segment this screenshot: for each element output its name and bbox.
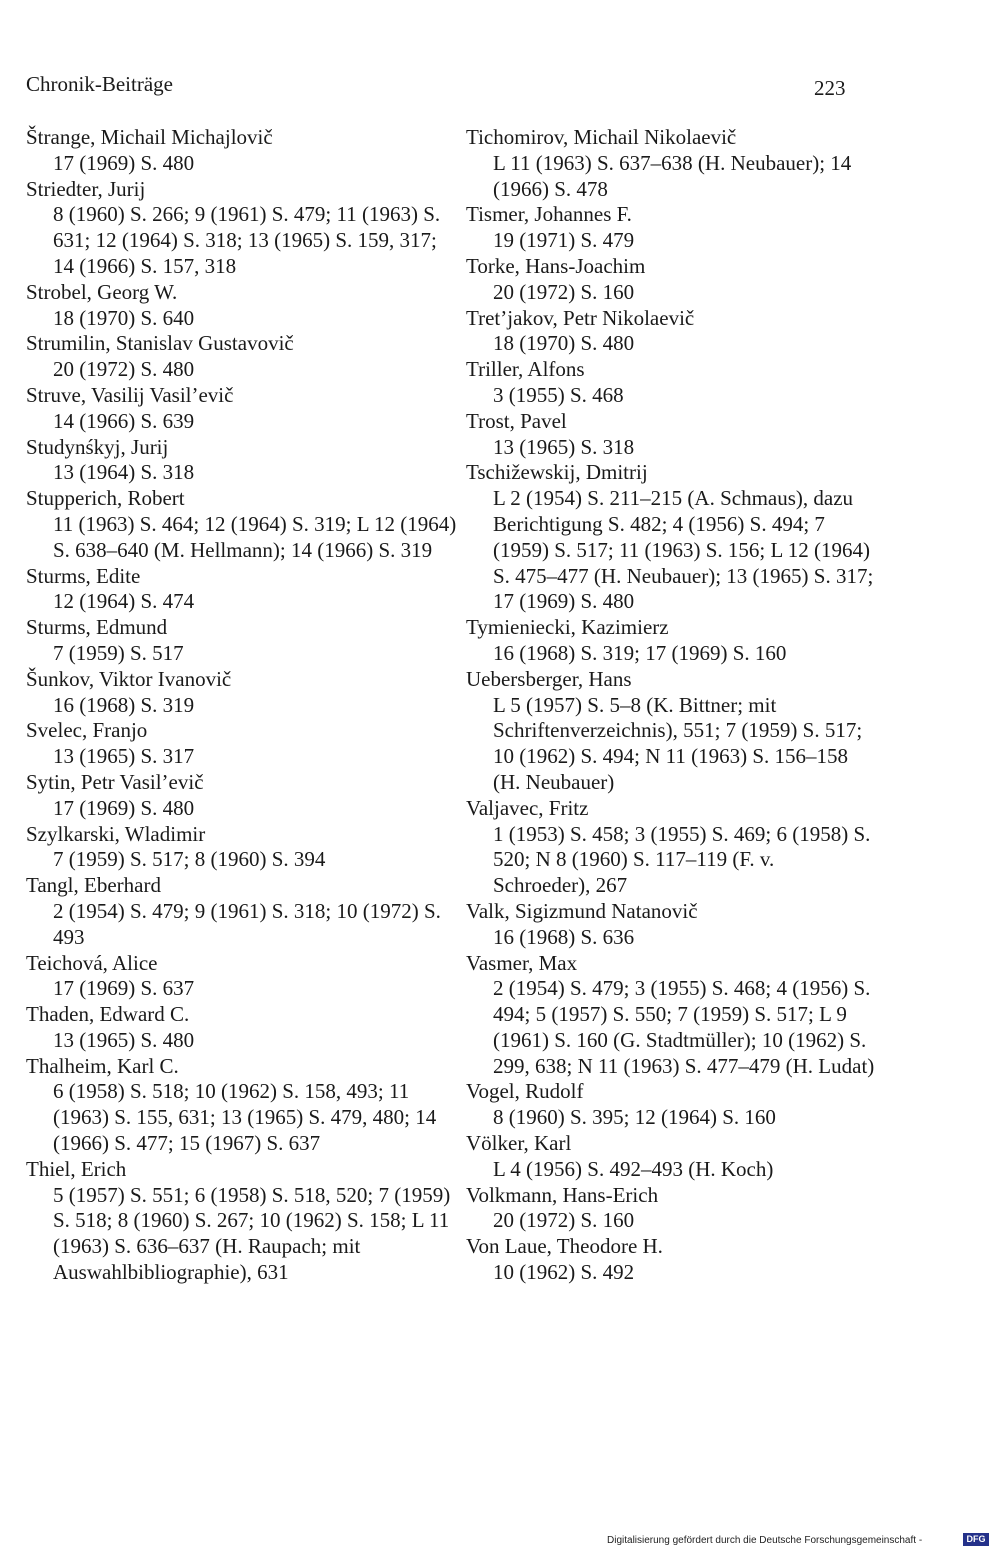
entry-references: 16 (1968) S. 319; 17 (1969) S. 160 <box>493 640 787 665</box>
index-entry <box>26 667 458 719</box>
entry-name: Valk, Sigizmund Natanovič <box>466 898 698 923</box>
page-number: 223 <box>814 76 846 100</box>
index-column-right <box>466 125 876 1286</box>
index-entry <box>466 125 876 202</box>
index-entry <box>26 280 458 332</box>
entry-references: 19 (1971) S. 479 <box>493 228 635 253</box>
index-entry <box>466 1234 876 1286</box>
index-entry <box>26 615 458 667</box>
entry-references: 13 (1965) S. 480 <box>53 1027 195 1052</box>
index-entry <box>466 951 876 1080</box>
index-entry <box>466 1131 876 1183</box>
entry-references: L 2 (1954) S. 211–215 (A. Schmaus), dazu Berichtigung S. 482; 4 (1956) S. 494; 7 (1959) S. 517; 11 (1963) S. 156; L 12 (1964) S. 475–477 (H. Neubauer); 13 (1965) S. 317; 17 (1969) S. 480 <box>493 486 874 614</box>
entry-references: 13 (1964) S. 318 <box>53 460 195 485</box>
entry-references: 17 (1969) S. 480 <box>53 150 195 175</box>
entry-name: Von Laue, Theodore H. <box>466 1234 663 1259</box>
index-entry <box>466 202 876 254</box>
entry-references: L 11 (1963) S. 637–638 (H. Neubauer); 14 (1966) S. 478 <box>493 150 852 201</box>
index-entry <box>26 718 458 770</box>
index-entry <box>26 383 458 435</box>
entry-name: Sturms, Edite <box>26 563 141 588</box>
entry-name: Stupperich, Robert <box>26 486 185 511</box>
entry-name: Sytin, Petr Vasil’evič <box>26 769 204 794</box>
index-entry <box>466 615 876 667</box>
index-entry <box>466 1079 876 1131</box>
index-entry <box>26 331 458 383</box>
entry-name: Tichomirov, Michail Nikolaevič <box>466 125 737 149</box>
entry-references: 13 (1965) S. 317 <box>53 744 195 769</box>
index-entry <box>26 770 458 822</box>
entry-references: 13 (1965) S. 318 <box>493 434 635 459</box>
entry-references: 1 (1953) S. 458; 3 (1955) S. 469; 6 (1958) S. 520; N 8 (1960) S. 117–119 (F. v. Schroeder), 267 <box>493 821 871 898</box>
entry-name: Strumilin, Stanislav Gustavovič <box>26 331 294 356</box>
entry-references: 2 (1954) S. 479; 9 (1961) S. 318; 10 (1972) S. 493 <box>53 898 441 949</box>
entry-name: Tangl, Eberhard <box>26 873 161 898</box>
entry-references: 12 (1964) S. 474 <box>53 589 195 614</box>
index-entry <box>26 1002 458 1054</box>
entry-name: Teichová, Alice <box>26 950 158 975</box>
entry-references: 8 (1960) S. 395; 12 (1964) S. 160 <box>493 1105 776 1130</box>
dfg-logo: DFG <box>963 1533 989 1546</box>
index-entry <box>466 796 876 899</box>
entry-name: Tismer, Johannes F. <box>466 202 632 227</box>
index-entry <box>26 177 458 280</box>
index-entry <box>26 1157 458 1286</box>
index-entry <box>466 306 876 358</box>
entry-name: Vasmer, Max <box>466 950 578 975</box>
entry-name: Strobel, Georg W. <box>26 279 178 304</box>
entry-references: 16 (1968) S. 636 <box>493 924 635 949</box>
entry-references: 20 (1972) S. 480 <box>53 357 195 382</box>
index-entry <box>466 460 876 615</box>
index-entry <box>26 822 458 874</box>
entry-name: Torke, Hans-Joachim <box>466 253 646 278</box>
entry-name: Tymieniecki, Kazimierz <box>466 615 669 640</box>
entry-references: 18 (1970) S. 480 <box>493 331 635 356</box>
entry-name: Völker, Karl <box>466 1131 572 1156</box>
index-entry <box>26 435 458 487</box>
entry-name: Striedter, Jurij <box>26 176 146 201</box>
index-entry <box>26 951 458 1003</box>
entry-name: Štrange, Michail Michajlovič <box>26 125 273 149</box>
running-title: Chronik-Beiträge <box>26 72 173 96</box>
entry-references: 11 (1963) S. 464; 12 (1964) S. 319; L 12 (1964) S. 638–640 (M. Hellmann); 14 (1966) S. 319 <box>53 511 457 562</box>
entry-name: Šunkov, Viktor Ivanovič <box>26 666 232 691</box>
entry-name: Szylkarski, Wladimir <box>26 821 206 846</box>
entry-references: 5 (1957) S. 551; 6 (1958) S. 518, 520; 7 (1959) S. 518; 8 (1960) S. 267; 10 (1962) S. 158; L 11 (1963) S. 636–637 (H. Raupach; mit Auswahlbibliographie), 631 <box>53 1182 451 1285</box>
entry-name: Trost, Pavel <box>466 408 567 433</box>
index-column-left <box>26 125 458 1286</box>
index-entry <box>26 564 458 616</box>
entry-references: 16 (1968) S. 319 <box>53 692 195 717</box>
entry-references: L 4 (1956) S. 492–493 (H. Koch) <box>493 1156 774 1181</box>
index-entry <box>466 357 876 409</box>
entry-references: 20 (1972) S. 160 <box>493 1208 635 1233</box>
entry-references: 20 (1972) S. 160 <box>493 279 635 304</box>
entry-references: 18 (1970) S. 640 <box>53 305 195 330</box>
entry-references: 3 (1955) S. 468 <box>493 382 624 407</box>
entry-name: Studynśkyj, Jurij <box>26 434 169 459</box>
entry-references: 17 (1969) S. 637 <box>53 976 195 1001</box>
index-entry <box>26 125 458 177</box>
entry-name: Vogel, Rudolf <box>466 1079 584 1104</box>
entry-name: Thiel, Erich <box>26 1156 127 1181</box>
index-entry <box>466 409 876 461</box>
entry-references: 10 (1962) S. 492 <box>493 1260 635 1285</box>
entry-references: 14 (1966) S. 639 <box>53 408 195 433</box>
entry-references: L 5 (1957) S. 5–8 (K. Bittner; mit Schriftenverzeichnis), 551; 7 (1959) S. 517; 10 (1962) S. 494; N 11 (1963) S. 156–158 (H. Neubauer) <box>493 692 863 794</box>
entry-name: Valjavec, Fritz <box>466 795 589 820</box>
entry-references: 6 (1958) S. 518; 10 (1962) S. 158, 493; 11 (1963) S. 155, 631; 13 (1965) S. 479, 480; 14 (1966) S. 477; 15 (1967) S. 637 <box>53 1079 437 1156</box>
entry-name: Thalheim, Karl C. <box>26 1053 179 1078</box>
entry-name: Thaden, Edward C. <box>26 1002 190 1027</box>
index-entry <box>466 899 876 951</box>
entry-name: Svelec, Franjo <box>26 718 148 743</box>
index-entry <box>466 667 876 796</box>
entry-name: Struve, Vasilij Vasil’evič <box>26 382 234 407</box>
index-entry <box>466 1183 876 1235</box>
index-entry <box>466 254 876 306</box>
entry-name: Tschižewskij, Dmitrij <box>466 460 648 485</box>
digitization-credit: Digitalisierung gefördert durch die Deutsche Forschungsgemeinschaft - <box>607 1535 923 1546</box>
entry-name: Uebersberger, Hans <box>466 666 632 691</box>
entry-references: 17 (1969) S. 480 <box>53 795 195 820</box>
entry-name: Volkmann, Hans-Erich <box>466 1182 659 1207</box>
entry-name: Tret’jakov, Petr Nikolaevič <box>466 305 695 330</box>
index-entry <box>26 873 458 950</box>
index-entry <box>26 1054 458 1157</box>
entry-name: Triller, Alfons <box>466 357 585 382</box>
entry-references: 2 (1954) S. 479; 3 (1955) S. 468; 4 (1956) S. 494; 5 (1957) S. 550; 7 (1959) S. 517; L 9 (1961) S. 160 (G. Stadtmüller); 10 (1962) S. 299, 638; N 11 (1963) S. 477–479 (H. Ludat) <box>493 976 875 1078</box>
entry-references: 7 (1959) S. 517 <box>53 640 184 665</box>
entry-references: 8 (1960) S. 266; 9 (1961) S. 479; 11 (1963) S. 631; 12 (1964) S. 318; 13 (1965) S. 159, 317; 14 (1966) S. 157, 318 <box>53 202 441 278</box>
entry-name: Sturms, Edmund <box>26 615 168 640</box>
entry-references: 7 (1959) S. 517; 8 (1960) S. 394 <box>53 847 326 872</box>
index-entry <box>26 486 458 563</box>
